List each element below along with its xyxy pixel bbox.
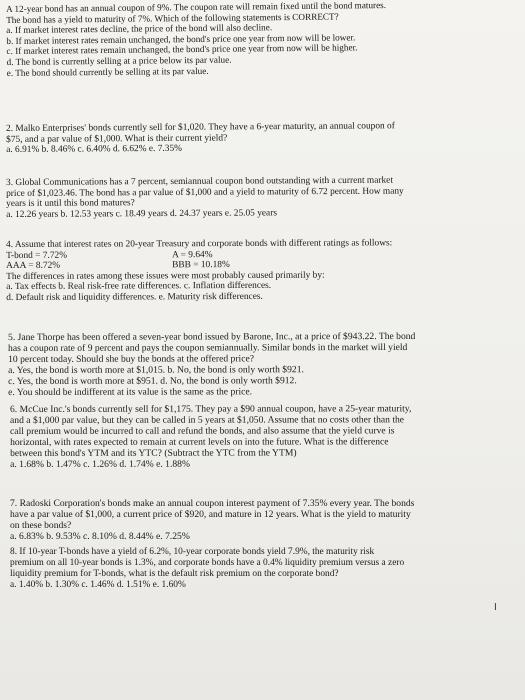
question-5-stem-line: 5. Jane Thorpe has been offered a seven-year bond issued by Barone, Inc., at a price of $943.22. The bond	[8, 330, 416, 343]
question-7-stem-line: 7. Radoski Corporation's bonds make an annual coupon interest payment of 7.35% every year. The bonds	[10, 498, 415, 509]
question-6-stem-line: and a $1,000 par value, but they can be called in 5 years at $1,050. Assume that no costs other than the	[10, 414, 405, 426]
question-1	[6, 0, 525, 78]
question-6-stem-line: horizontal, with rates expected to remain at current levels on into the future. What is the difference	[10, 436, 389, 448]
question-5-options-row: a. Yes, the bond is worth more at $1,015. b. No, the bond is only worth $921.	[8, 364, 304, 376]
question-6-stem-line: between this bond's YTM and its YTC? (Subtract the YTC from the YTM)	[10, 447, 297, 459]
question-5-stem-line: has a coupon rate of 9 percent and pays the coupon semiannually. Similar bonds in the market will yield	[8, 341, 408, 354]
margin-mark: I	[494, 602, 497, 613]
rate-a: A = 9.64%	[172, 249, 213, 260]
question-6	[10, 403, 525, 470]
question-2-stem-line: $75, and a par value of $1,000. What is their current yield?	[6, 133, 228, 145]
question-8-stem-line: liquidity premium for T-bonds, what is the default risk premium on the corporate bond?	[10, 569, 339, 579]
question-3-options: a. 12.26 years b. 12.53 years c. 18.49 years d. 24.37 years e. 25.05 years	[6, 208, 278, 220]
question-4-stem-line: 4. Assume that interest rates on 20-year Treasury and corporate bonds with different ratings as follows:	[6, 238, 393, 250]
question-2-stem-line: 2. Malko Enterprises' bonds currently sell for $1,020. They have a 6-year maturity, an annual coupon of	[6, 121, 395, 134]
question-5-stem-line: 10 percent today. Should she buy the bonds at the offered price?	[8, 353, 254, 365]
question-1-option-e: e. The bond should currently be selling at its par value.	[6, 65, 209, 78]
question-8-stem-line: premium on all 10-year bonds is 1.3%, and corporate bonds have a 0.4% liquidity premium versus a zero	[10, 558, 405, 568]
question-3	[6, 175, 525, 221]
question-7-stem-line: have a par value of $1,000, a current price of $920, and mature in 12 years. What is the yield to maturity	[10, 509, 411, 520]
question-4	[6, 238, 525, 304]
rate-bbb: BBB = 10.18%	[172, 260, 230, 271]
question-6-stem-line: call premium would be incurred to call and refund the bonds, and also assume that the yield curve is	[10, 425, 395, 437]
question-7	[10, 498, 525, 542]
question-5-options-row: c. Yes, the bond is worth more at $951. d. No, the bond is only worth $912.	[8, 375, 297, 387]
question-5-options-row: e. You should be indifferent at its value is the same as the price.	[8, 386, 253, 398]
rate-aaa: AAA = 8.72%	[6, 260, 61, 272]
question-2	[6, 120, 525, 155]
question-1-option-c: c. If market interest rates remain unchanged, the bond's price one year from now will be higher.	[6, 42, 358, 57]
question-1-option-d: d. The bond is currently selling at a price below its par value.	[6, 54, 232, 67]
question-4-options-row: a. Tax effects b. Real risk-free rate differences. c. Inflation differences.	[6, 281, 272, 293]
question-3-stem-line: years is it until this bond matures?	[6, 198, 135, 210]
question-8	[10, 547, 525, 591]
question-6-options: a. 1.68% b. 1.47% c. 1.26% d. 1.74% e. 1.88%	[10, 458, 190, 470]
question-3-stem-line: price of $1,023.46. The bond has a par value of $1,000 and a yield to maturity of 6.72 percent. How many	[6, 186, 404, 199]
question-2-options: a. 6.91% b. 8.46% c. 6.40% d. 6.62% e. 7.35%	[6, 143, 182, 156]
question-7-stem-line: on these bonds?	[10, 520, 72, 531]
question-5	[8, 331, 525, 398]
question-1-stem-line: A 12-year bond has an annual coupon of 9%. The coupon rate will remain fixed until the bond matures.	[6, 0, 387, 14]
question-3-stem-line: 3. Global Communications has a 7 percent, semiannual coupon bond outstanding with a current market	[6, 175, 393, 188]
question-1-option-a: a. If market interest rates decline, the price of the bond will also decline.	[6, 22, 273, 36]
question-8-stem-line: 8. If 10-year T-bonds have a yield of 6.2%, 10-year corporate bonds yield 7.9%, the maturity risk	[10, 547, 375, 557]
question-1-option-b: b. If market interest rates remain unchanged, the bond's price one year from now will be lower.	[6, 32, 356, 46]
question-4-stem-line: The differences in rates among these issues were most probably caused primarily by:	[6, 270, 325, 282]
question-8-options: a. 1.40% b. 1.30% c. 1.46% d. 1.51% e. 1.60%	[10, 580, 186, 590]
rate-tbond: T-bond = 7.72%	[6, 250, 68, 261]
question-6-stem-line: 6. McCue Inc.'s bonds currently sell for $1,175. They pay a $90 annual coupon, have a 25-year maturity,	[10, 403, 412, 415]
question-1-stem-line: The bond has a yield to maturity of 7%. Which of the following statements is CORRECT?	[6, 11, 339, 25]
question-7-options: a. 6.83% b. 9.53% c. 8.10% d. 8.44% e. 7.25%	[10, 531, 190, 542]
question-4-options-row: d. Default risk and liquidity differences. e. Maturity risk differences.	[6, 291, 263, 303]
